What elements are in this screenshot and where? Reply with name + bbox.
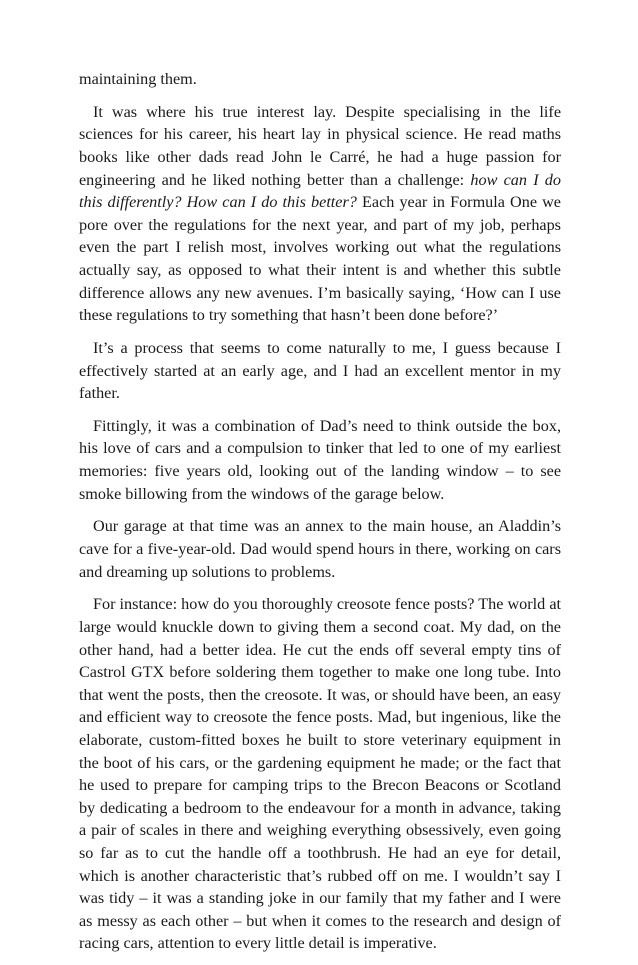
paragraph-text: Each year in Formula One we pore over the regulations for the next year, and part of my job, perhaps even the part I relish most, involves working out what the regulations actually say, as opposed to what their intent is and whether this subtle difference allows any new avenues. I’m basically saying, ‘How can I use these regulations to try something that hasn’t been done before?’ — [79, 193, 561, 325]
body-paragraph — [79, 415, 561, 505]
paragraph-text: For instance: how do you thoroughly creosote fence posts? The world at large would knuckle down to giving them a second coat. My dad, on the other hand, had a better idea. He cut the ends off several empty tins of Castrol GTX before soldering them together to make one long tube. Into that went the posts, then the creosote. It was, or should have been, an easy and efficient way to creosote the fence posts. Mad, but ingenious, like the elaborate, custom-fitted boxes he built to store veterinary equipment in the boot of his cars, or the gardening equipment he made; or the fact that he used to prepare for camping trips to the Brecon Beacons or Scotland by dedicating a bedroom to the endeavour for a month in advance, taking a pair of scales in there and weighing everything obsessively, even going so far as to cut the handle off a toothbrush. He had an eye for detail, which is another characteristic that’s rubbed off on me. I wouldn’t say I was tidy – it was a standing joke in our family that my father and I were as messy as each other – but when it comes to the research and design of racing cars, attention to every little detail is imperative. — [79, 595, 561, 953]
paragraph-text: Our garage at that time was an annex to the main house, an Aladdin’s cave for a five-year-old. Dad would spend hours in there, working on cars and dreaming up solutions to problems. — [79, 517, 561, 581]
body-paragraph — [79, 515, 561, 583]
document-page — [79, 68, 561, 965]
paragraph-text: maintaining them. — [79, 70, 197, 88]
body-paragraph — [79, 68, 561, 91]
body-paragraph — [79, 101, 561, 327]
paragraph-text: Fittingly, it was a combination of Dad’s need to think outside the box, his love of cars and a compulsion to tinker that led to one of my earliest memories: five years old, looking out of the landing window – to see smoke billowing from the windows of the garage below. — [79, 416, 561, 503]
italic-text: how can I do this differently? How can I do this better? — [79, 170, 561, 212]
paragraph-text: It was where his true interest lay. Despite specialising in the life sciences for his career, his heart lay in physical science. He read maths books like other dads read John le Carré, he had a huge passion for engineering and he liked nothing better than a challenge: — [79, 102, 561, 189]
body-paragraph — [79, 593, 561, 955]
body-paragraph — [79, 337, 561, 405]
paragraph-text: It’s a process that seems to come naturally to me, I guess because I effectively started at an early age, and I had an excellent mentor in my father. — [79, 338, 561, 403]
